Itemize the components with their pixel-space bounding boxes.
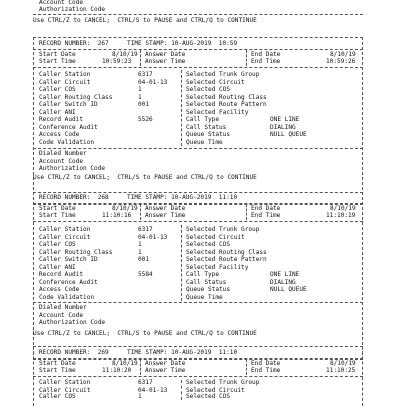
record-268-start-time: 11:10:16 bbox=[102, 212, 132, 219]
record-268-left-label: Conference Audit bbox=[39, 278, 98, 286]
prompt-line-0: Use CTRL/Z to CANCEL; CTRL/S to PAUSE and CTRL/Q to CONTINUE bbox=[33, 17, 257, 24]
record-268-footer-rule bbox=[33, 302, 363, 303]
record-267-right-label: Selected Routing Class bbox=[186, 93, 267, 101]
record-267-right-label: Selected Circuit bbox=[186, 78, 245, 86]
record-268-right-label: Selected Route Pattern bbox=[186, 256, 267, 263]
record-269-header-rule bbox=[33, 358, 363, 359]
record-267-left-value: 6317 bbox=[138, 71, 153, 78]
record-269-start-time-label: Start Time bbox=[39, 367, 76, 374]
record-268-account-code-label: Account Code bbox=[39, 311, 84, 319]
record-267-right-label: Selected Trunk Group bbox=[186, 71, 260, 78]
record-268-date-divider-2 bbox=[246, 204, 247, 220]
record-267-right-label: Queue Status bbox=[186, 131, 231, 138]
record-268-start-time-label: Start Time bbox=[39, 212, 76, 219]
record-269-left-value: 04-01-13 bbox=[138, 386, 168, 394]
record-268-start-date: 8/10/19 bbox=[112, 205, 138, 212]
record-267-date-divider-2 bbox=[246, 50, 247, 66]
record-269-right-label: Selected Trunk Group bbox=[186, 379, 260, 386]
record-268-right-label: Queue Time bbox=[186, 293, 223, 301]
prompt-line-2: Use CTRL/Z to CANCEL; CTRL/S to PAUSE and CTRL/Q to CONTINUE bbox=[33, 330, 257, 337]
record-267-start-date-label: Start Date bbox=[39, 51, 76, 58]
record-267-left-value: 1 bbox=[138, 86, 142, 93]
record-267-left-label: Access Code bbox=[39, 131, 80, 138]
record-268-left-value: 5584 bbox=[138, 271, 153, 278]
record-269-end-date: 8/10/19 bbox=[330, 360, 356, 367]
record-267-left-label: Caller Switch ID bbox=[39, 101, 98, 108]
record-269-date-divider-1 bbox=[140, 359, 141, 375]
record-267-end-time-label: End Time bbox=[251, 58, 281, 65]
record-268-right-value: NULL QUEUE bbox=[270, 286, 307, 293]
prev-authorization-code-label: Authorization Code bbox=[39, 6, 106, 13]
record-267-start-date: 8/10/19 bbox=[112, 51, 138, 58]
record-268-left-value: 1 bbox=[138, 241, 142, 248]
record-269-left-label: Caller COS bbox=[39, 393, 76, 400]
record-269-date-rule bbox=[33, 376, 363, 377]
record-269-end-date-label: End Date bbox=[251, 360, 281, 367]
record-269-date-divider-2 bbox=[246, 359, 247, 375]
record-267-left-label: Caller COS bbox=[39, 86, 76, 93]
record-269-left-value: 1 bbox=[138, 393, 142, 400]
record-269-end-time-label: End Time bbox=[251, 367, 281, 374]
record-268-answer-date-label: Answer Date bbox=[145, 205, 186, 212]
record-267-end-date: 8/10/19 bbox=[330, 51, 356, 58]
record-269-column-divider bbox=[181, 380, 182, 400]
record-267-header: RECORD NUMBER: 267 TIME STAMP: 10-AUG-2019 10:59 bbox=[39, 40, 238, 47]
record-268-header-rule bbox=[33, 203, 363, 204]
record-269-end-time: 11:10:25 bbox=[326, 367, 356, 374]
record-269-left-label: Caller Circuit bbox=[39, 386, 91, 394]
record-268-left-label: Caller Circuit bbox=[39, 233, 91, 241]
prompt-line-1: Use CTRL/Z to CANCEL; CTRL/S to PAUSE and CTRL/Q to CONTINUE bbox=[33, 174, 257, 181]
record-268-end-date: 8/10/19 bbox=[330, 205, 356, 212]
record-267-right-value: ONE LINE bbox=[270, 116, 300, 123]
record-267-authorization-code-label: Authorization Code bbox=[39, 165, 106, 172]
record-267-start-time: 10:59:23 bbox=[102, 58, 132, 65]
record-269-answer-time-label: Answer Time bbox=[145, 367, 186, 374]
record-268-header: RECORD NUMBER: 268 TIME STAMP: 10-AUG-2019 11:10 bbox=[39, 194, 238, 201]
record-268-left-label: Access Code bbox=[39, 286, 80, 293]
record-269-answer-date-label: Answer Date bbox=[145, 360, 186, 367]
record-268-right-label: Selected Circuit bbox=[186, 233, 245, 241]
record-269-start-time: 11:10:20 bbox=[102, 367, 132, 374]
record-267-end-time: 10:59:26 bbox=[326, 58, 356, 65]
record-268-left-label: Caller COS bbox=[39, 241, 76, 248]
record-268-dialed-number-label: Dialed Number bbox=[39, 304, 87, 311]
record-268-date-rule bbox=[33, 221, 363, 222]
record-268-right-label: Queue Status bbox=[186, 286, 231, 293]
prev-record-bottom-rule bbox=[33, 14, 363, 15]
record-267-date-rule bbox=[33, 67, 363, 68]
record-269-start-date: 8/10/19 bbox=[112, 360, 138, 367]
record-267-right-value: DIALING bbox=[270, 123, 296, 131]
record-269-start-date-label: Start Date bbox=[39, 360, 76, 367]
record-267-answer-time-label: Answer Time bbox=[145, 58, 186, 65]
record-268-end-date-label: End Date bbox=[251, 205, 281, 212]
record-269-header: RECORD NUMBER: 269 TIME STAMP: 10-AUG-2019 11:10 bbox=[39, 349, 238, 356]
record-267-left-value: 5526 bbox=[138, 116, 153, 123]
record-268-right-label: Call Type bbox=[186, 271, 220, 278]
prev-account-code-label: Account Code bbox=[39, 0, 84, 6]
record-268-right-value: ONE LINE bbox=[270, 271, 300, 278]
record-267-right-label: Queue Time bbox=[186, 138, 223, 146]
record-269-left-value: 6317 bbox=[138, 379, 153, 386]
record-267-answer-date-label: Answer Date bbox=[145, 51, 186, 58]
record-267-right-value: NULL QUEUE bbox=[270, 131, 307, 138]
record-268-end-time: 11:10:19 bbox=[326, 212, 356, 219]
record-268-left-label: Caller Station bbox=[39, 226, 91, 233]
record-267-left-label: Caller Circuit bbox=[39, 78, 91, 86]
record-268-left-value: 6317 bbox=[138, 226, 153, 233]
record-268-right-label: Selected COS bbox=[186, 241, 231, 248]
record-268-right-value: DIALING bbox=[270, 278, 296, 286]
record-267-right-label: Selected Facility bbox=[186, 108, 249, 116]
record-267-left-label: Caller Routing Class bbox=[39, 93, 113, 101]
record-267-header-rule bbox=[33, 49, 363, 50]
record-267-right-label: Call Type bbox=[186, 116, 220, 123]
record-267-dialed-number-label: Dialed Number bbox=[39, 150, 87, 157]
record-268-authorization-code-label: Authorization Code bbox=[39, 319, 106, 326]
record-268-column-divider bbox=[181, 225, 182, 301]
record-268-left-label: Code Validation bbox=[39, 293, 95, 301]
record-267-left-label: Caller ANI bbox=[39, 108, 76, 116]
record-267-end-date-label: End Date bbox=[251, 51, 281, 58]
record-269-left-label: Caller Station bbox=[39, 379, 91, 386]
record-267-left-value: 1 bbox=[138, 93, 142, 101]
record-268-left-label: Caller ANI bbox=[39, 263, 76, 271]
record-267-start-time-label: Start Time bbox=[39, 58, 76, 65]
record-268-right-label: Selected Routing Class bbox=[186, 248, 267, 256]
record-268-right-label: Selected Facility bbox=[186, 263, 249, 271]
record-267-left-label: Conference Audit bbox=[39, 123, 98, 131]
record-268-end-time-label: End Time bbox=[251, 212, 281, 219]
record-268-left-label: Record Audit bbox=[39, 271, 84, 278]
record-268-right-label: Call Status bbox=[186, 278, 227, 286]
record-267-column-divider bbox=[181, 70, 182, 146]
record-267-date-divider-1 bbox=[140, 50, 141, 66]
record-268-left-value: 04-01-13 bbox=[138, 233, 168, 241]
record-268-right-label: Selected Trunk Group bbox=[186, 226, 260, 233]
record-267-right-label: Selected Route Pattern bbox=[186, 101, 267, 108]
record-267-footer-rule bbox=[33, 148, 363, 149]
record-268-left-value: 1 bbox=[138, 248, 142, 256]
record-267-left-label: Record Audit bbox=[39, 116, 84, 123]
record-269-right-label: Selected COS bbox=[186, 393, 231, 400]
record-267-left-value: 001 bbox=[138, 101, 150, 108]
record-268-left-value: 001 bbox=[138, 256, 150, 263]
record-267-left-value: 04-01-13 bbox=[138, 78, 168, 86]
record-267-account-code-label: Account Code bbox=[39, 157, 84, 165]
record-267-right-label: Selected COS bbox=[186, 86, 231, 93]
record-267-left-label: Caller Station bbox=[39, 71, 91, 78]
record-267-right-label: Call Status bbox=[186, 123, 227, 131]
record-268-left-label: Caller Switch ID bbox=[39, 256, 98, 263]
record-267-left-label: Code Validation bbox=[39, 138, 95, 146]
record-268-answer-time-label: Answer Time bbox=[145, 212, 186, 219]
record-269-right-label: Selected Circuit bbox=[186, 386, 245, 394]
record-268-date-divider-1 bbox=[140, 204, 141, 220]
record-268-start-date-label: Start Date bbox=[39, 205, 76, 212]
record-268-left-label: Caller Routing Class bbox=[39, 248, 113, 256]
